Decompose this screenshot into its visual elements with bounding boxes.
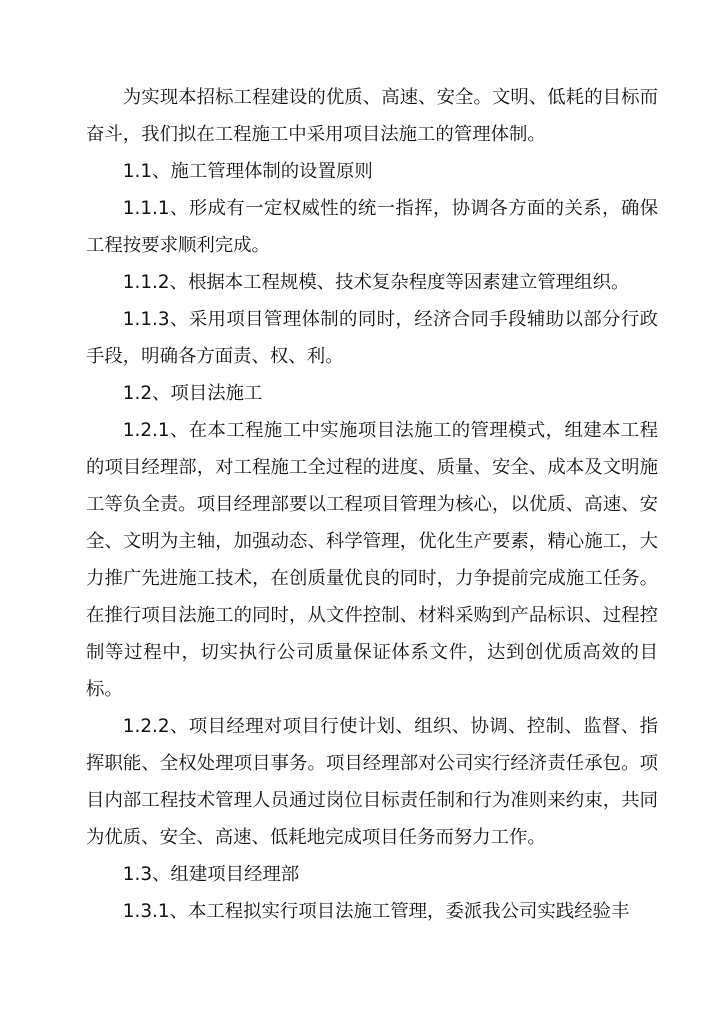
paragraph-1-3-1: 1.3.1、本工程拟实行项目法施工管理，委派我公司实践经验丰 (122, 901, 630, 922)
paragraph-1-1-2: 1.1.2、根据本工程规模、技术复杂程度等因素建立管理组织。 (122, 272, 630, 293)
section-heading-1-1: 1.1、施工管理体制的设置原则 (122, 161, 373, 182)
paragraph-1-2-2: 1.2.2、项目经理对项目行使计划、组织、协调、控制、监督、指挥职能、全权处理项目事务。项目经理部对公司实行经济责任承包。项目内部工程技术管理人员通过岗位目标责任制和行为准则来约束，共同为优质、安全、高速、低耗地完成项目任务而努力工作。 (86, 716, 658, 848)
section-heading-1-3: 1.3、组建项目经理部 (122, 864, 300, 885)
intro-paragraph: 为实现本招标工程建设的优质、高速、安全。文明、低耗的目标而奋斗，我们拟在工程施工中采用项目法施工的管理体制。 (86, 87, 658, 145)
paragraph-1-1-1: 1.1.1、形成有一定权威性的统一指挥，协调各方面的关系，确保工程按要求顺利完成。 (86, 198, 658, 256)
document-page (86, 79, 658, 930)
section-heading-1-2: 1.2、项目法施工 (122, 383, 263, 404)
paragraph-1-2-1: 1.2.1、在本工程施工中实施项目法施工的管理模式，组建本工程的项目经理部，对工程施工全过程的进度、质量、安全、成本及文明施工等负全责。项目经理部要以工程项目管理为核心，以优质、高速、安全、文明为主轴，加强动态、科学管理，优化生产要素，精心施工，大力推广先进施工技术，在创质量优良的同时，力争提前完成施工任务。在推行项目法施工的同时，从文件控制、材料采购到产品标识、过程控制等过程中，切实执行公司质量保证体系文件，达到创优质高效的目标。 (86, 420, 658, 700)
paragraph-1-1-3: 1.1.3、采用项目管理体制的同时，经济合同手段辅助以部分行政手段，明确各方面责、权、利。 (86, 309, 658, 367)
